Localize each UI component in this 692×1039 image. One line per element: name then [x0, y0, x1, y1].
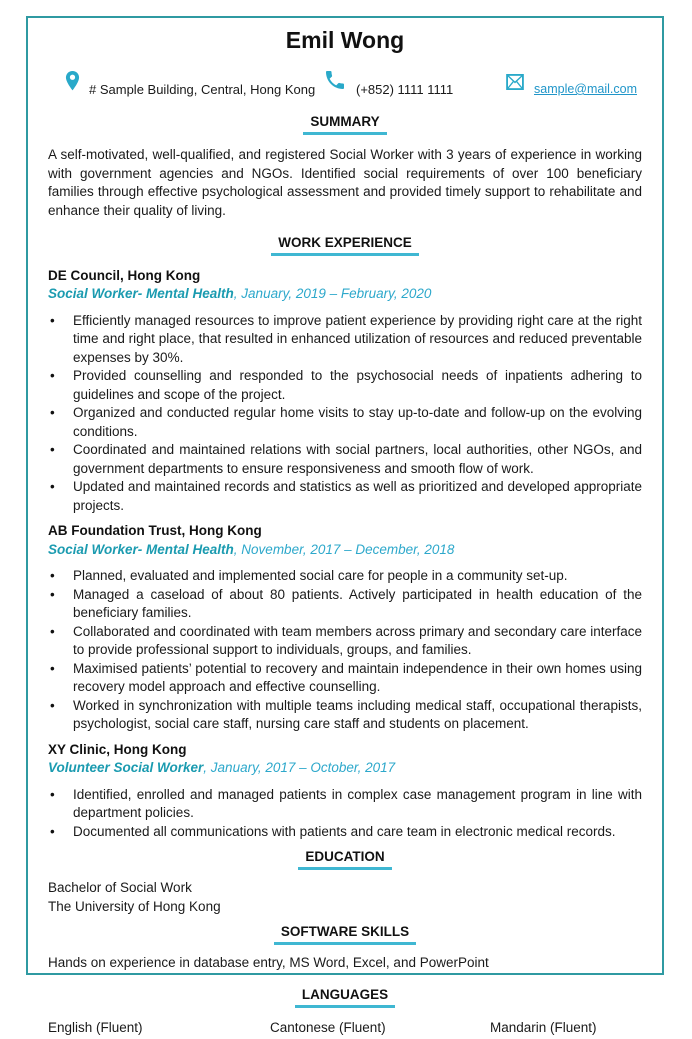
section-heading-software-skills: SOFTWARE SKILLS	[48, 923, 642, 945]
language-english: English (Fluent)	[48, 1020, 143, 1035]
email-envelope-icon	[505, 72, 525, 98]
bullet-item: • Updated and maintained records and statistics as well as prioritized and developed appropriate projects.	[48, 478, 642, 515]
software-skills-text: Hands on experience in database entry, MS Word, Excel, and PowerPoint	[48, 955, 489, 970]
bullet-item: • Worked in synchronization with multiple teams including medical staff, occupational therapists, psychologist, social care staff, nursing care staff and students on placement.	[48, 697, 642, 734]
language-cantonese: Cantonese (Fluent)	[270, 1020, 386, 1035]
email-link[interactable]: sample@mail.com	[534, 82, 637, 96]
job-2-header	[48, 522, 642, 559]
job-1-title-line	[48, 285, 642, 304]
contact-row	[48, 61, 642, 99]
address-item	[65, 70, 315, 98]
section-heading-work-experience: WORK EXPERIENCE	[48, 234, 642, 256]
bullet-item: • Identified, enrolled and managed patients in complex case management program in line with department policies.	[48, 786, 642, 823]
job-3-title-line	[48, 759, 642, 778]
job-3-company: XY Clinic, Hong Kong	[48, 741, 187, 757]
job-1-header	[48, 267, 642, 304]
bullet-item: • Managed a caseload of about 80 patients. Actively participated in health education of the beneficiary families.	[48, 586, 642, 623]
job-3-header	[48, 741, 642, 778]
languages-row	[48, 1019, 642, 1039]
job-2-title: Social Worker- Mental Health	[48, 541, 234, 557]
bullet-item: • Documented all communications with patients and care team in electronic medical records.	[48, 823, 642, 842]
section-heading-education: EDUCATION	[48, 848, 642, 870]
summary-text: A self-motivated, well-qualified, and registered Social Worker with 3 years of experience in working with government agencies and NGOs. Identified social requirements of over 100 beneficiary families through effective psychological assessment and provided timely support to rehabilitate and enhance their quality of living.	[48, 147, 642, 218]
job-1-company: DE Council, Hong Kong	[48, 267, 201, 283]
section-heading-summary: SUMMARY	[48, 113, 642, 135]
job-3-title: Volunteer Social Worker	[48, 760, 204, 775]
section-heading-languages: LANGUAGES	[48, 986, 642, 1008]
resume-content	[28, 27, 662, 1039]
education-school: The University of Hong Kong	[48, 898, 221, 914]
job-2-dates: , November, 2017 – December, 2018	[233, 541, 455, 557]
email-item	[505, 72, 637, 98]
job-3-dates: , January, 2017 – October, 2017	[203, 760, 396, 775]
bullet-item: • Efficiently managed resources to improve patient experience by providing right care at the right time and right place, that resulted in enhanced utilization of resources and reduced preventable expenses by 30%.	[48, 312, 642, 368]
phone-item	[323, 68, 453, 98]
job-2-bullet-list	[48, 567, 642, 734]
job-3-bullet-list	[48, 786, 642, 842]
education-details	[48, 879, 642, 916]
bullet-item: • Coordinated and maintained relations with social partners, local authorities, other NGOs, and government departments to ensure responsiveness and smooth flow of work.	[48, 441, 642, 478]
job-2-company: AB Foundation Trust, Hong Kong	[48, 523, 262, 538]
address-text: # Sample Building, Central, Hong Kong	[89, 82, 316, 97]
bullet-item: • Maximised patients’ potential to recovery and maintain independence in their own homes using recovery model approach and effective counselling.	[48, 660, 642, 697]
bullet-item: • Organized and conducted regular home visits to stay up-to-date and follow-up on the evolving conditions.	[48, 404, 642, 441]
bullet-item: • Provided counselling and responded to the psychosocial needs of inpatients adhering to guidelines and scope of the project.	[48, 367, 642, 404]
bullet-item: • Collaborated and coordinated with team members across primary and secondary care interface to provide professional support to individuals, groups, and families.	[48, 623, 642, 660]
job-1-bullet-list	[48, 312, 642, 516]
location-pin-icon	[65, 70, 80, 98]
page-title: Emil Wong	[285, 27, 405, 53]
education-degree: Bachelor of Social Work	[48, 880, 192, 895]
page-border	[26, 16, 664, 1035]
phone-text: (+852) 1111 1111	[356, 82, 454, 97]
phone-icon	[323, 68, 347, 98]
language-mandarin: Mandarin (Fluent)	[490, 1020, 597, 1035]
job-2-title-line	[48, 541, 642, 560]
job-1-dates: , January, 2019 – February, 2020	[233, 286, 432, 301]
bullet-item: • Planned, evaluated and implemented social care for people in a community set-up.	[48, 567, 642, 586]
job-1-title: Social Worker- Mental Health	[48, 286, 234, 301]
